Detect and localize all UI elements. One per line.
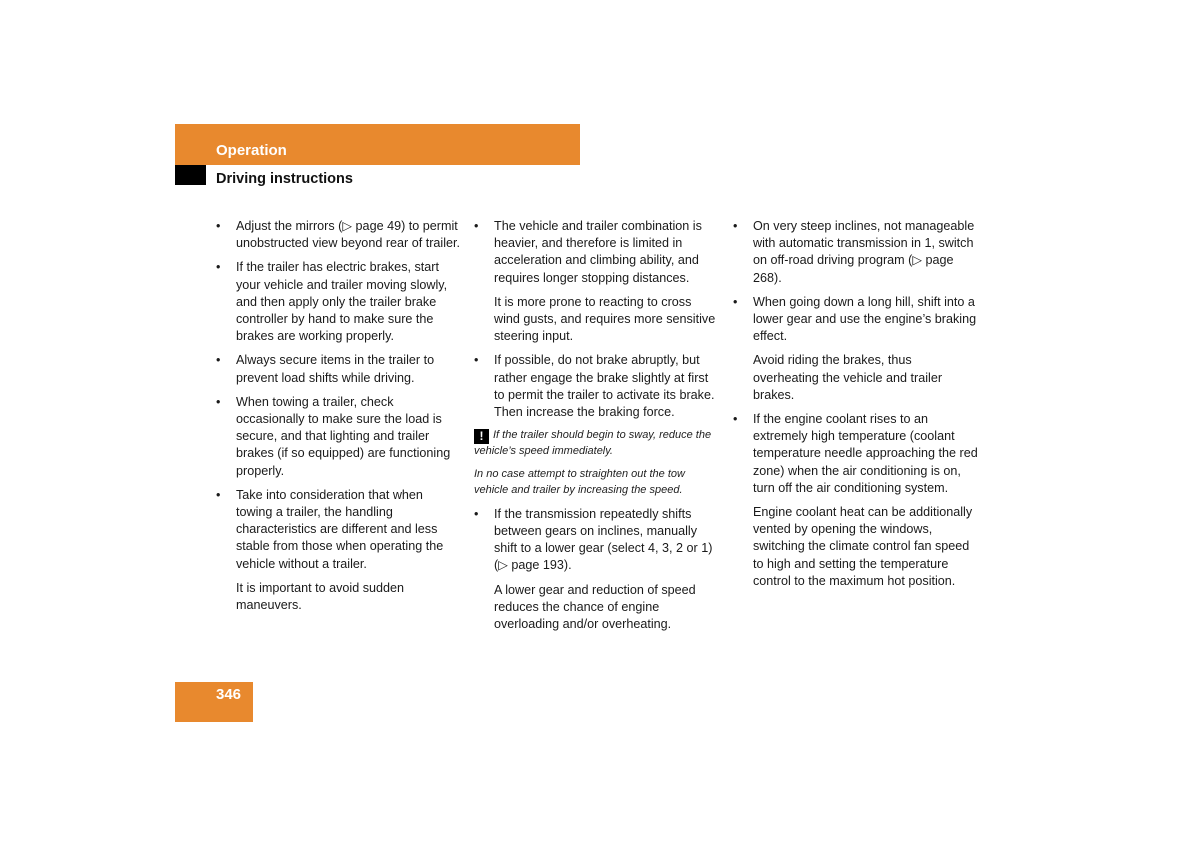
- section-marker: [175, 165, 206, 185]
- column-3: [733, 218, 978, 597]
- list-item: • If the engine coolant rises to an extremely high temperature (coolant temperature needle approaching the red zone) when the air conditioning is on, turn off the air conditioning system.: [733, 412, 978, 495]
- bullet-icon: •: [216, 394, 221, 409]
- list-item: • The vehicle and trailer combination is heavier, and therefore is limited in acceleration and climbing ability, and requires longer stopping distances.: [474, 219, 702, 285]
- bullet-icon: •: [216, 353, 221, 368]
- bullet-icon: •: [216, 260, 221, 275]
- bullet-icon: •: [733, 412, 738, 427]
- subsection-title: Driving instructions: [216, 171, 353, 187]
- bullet-icon: •: [216, 487, 221, 502]
- section-title: Operation: [216, 142, 287, 159]
- warning-icon: !: [474, 429, 489, 444]
- bullet-icon: •: [733, 219, 738, 233]
- column-2: [474, 218, 719, 640]
- list-item: • If the transmission repeatedly shifts between gears on inclines, manually shift to a lower gear (select 4, 3, 2 or 1) (▷ page 193).: [474, 506, 713, 573]
- list-item: • If the trailer has electric brakes, start your vehicle and trailer moving slowly, and then apply only the trailer brake controller by hand to make sure the brakes are working properly.: [216, 260, 448, 344]
- bullet-icon: •: [474, 353, 479, 368]
- bullet-icon: •: [733, 294, 738, 309]
- bullet-icon: •: [216, 219, 221, 233]
- column-1: [216, 218, 461, 621]
- paragraph: It is more prone to reacting to cross wind gusts, and requires more sensitive steering input.: [494, 294, 716, 344]
- page-number: 346: [216, 686, 242, 703]
- paragraph: Avoid riding the brakes, thus overheating the vehicle and trailer brakes.: [753, 353, 943, 402]
- paragraph: A lower gear and reduction of speed reduces the chance of engine overloading and/or overheating.: [494, 582, 696, 632]
- paragraph: Engine coolant heat can be additionally vented by opening the windows, switching the climate control fan speed to high and setting the temperature control to the maximum hot position.: [753, 505, 973, 588]
- warning-note: In no case attempt to straighten out the tow vehicle and trailer by increasing the speed.: [474, 468, 685, 496]
- list-item: • Always secure items in the trailer to prevent load shifts while driving.: [216, 353, 435, 385]
- list-item: • When going down a long hill, shift into a lower gear and use the engine’s braking effect.: [733, 294, 977, 344]
- bullet-icon: •: [474, 219, 479, 233]
- list-item: • Take into consideration that when towing a trailer, the handling characteristics are different and less stable from those when operating the vehicle without a trailer.: [216, 487, 444, 571]
- list-item: • If possible, do not brake abruptly, but rather engage the brake slightly at first to permit the trailer to activate its brake. Then increase the braking force.: [474, 353, 715, 420]
- warning-note: ! If the trailer should begin to sway, reduce the vehicle’s speed immediately.: [474, 429, 712, 458]
- list-item: • Adjust the mirrors (▷ page 49) to permit unobstructed view beyond rear of trailer.: [216, 219, 461, 251]
- bullet-icon: •: [474, 506, 479, 521]
- list-item: • On very steep inclines, not manageable with automatic transmission in 1, switch on off-road driving program (▷ page 268).: [733, 219, 975, 285]
- list-item: • When towing a trailer, check occasionally to make sure the load is secure, and that lighting and trailer brakes (if so equipped) are functioning properly.: [216, 394, 451, 478]
- page-number-box: [175, 682, 253, 722]
- paragraph: It is important to avoid sudden maneuvers.: [236, 580, 405, 613]
